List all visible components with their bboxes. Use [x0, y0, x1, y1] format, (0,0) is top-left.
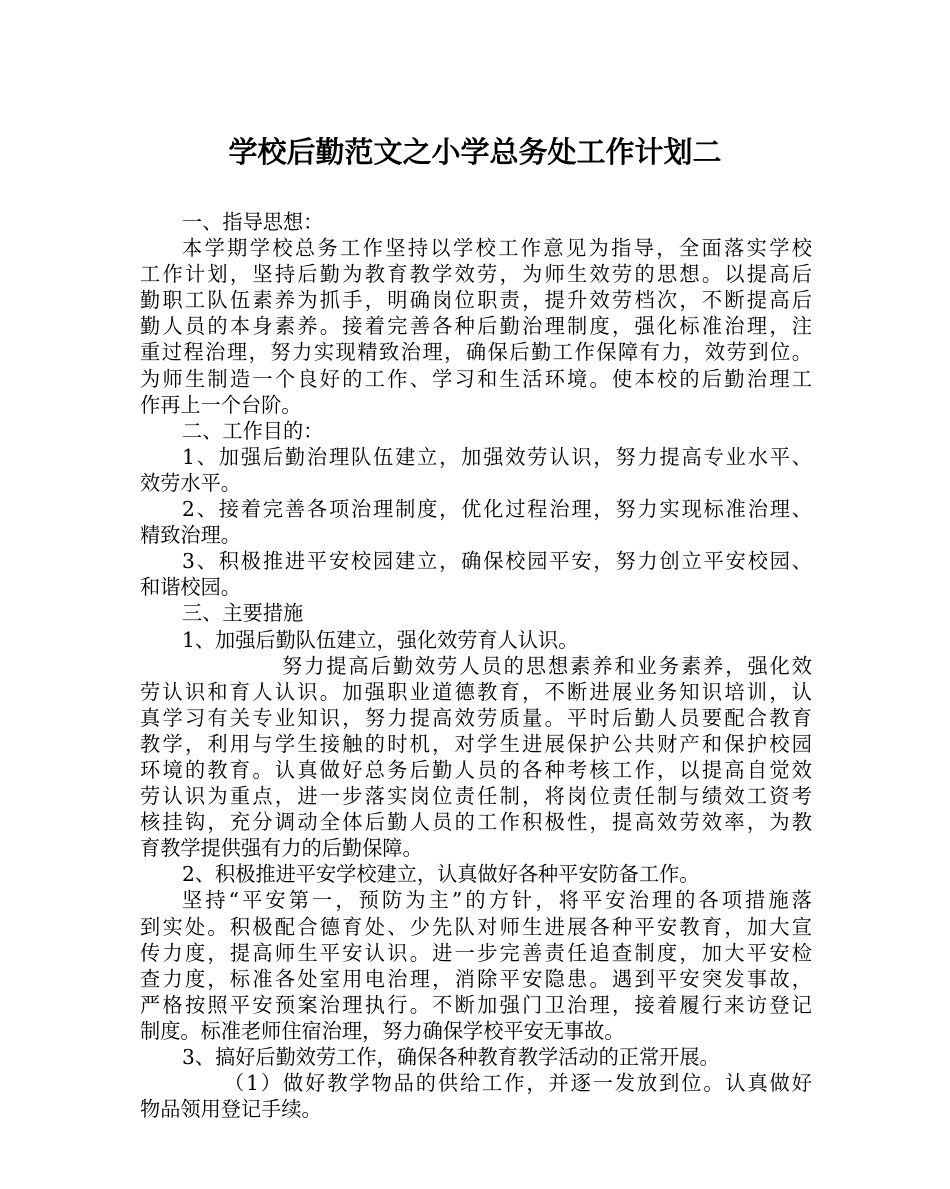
text-line: 育教学提供强有力的后勤保障。: [140, 836, 423, 861]
text-line: 物品领用登记手续。: [140, 1097, 322, 1122]
text-line: （1）做好教学物品的供给工作，并逐一发放到位。认真做好: [224, 1071, 812, 1096]
text-line: 查力度，标准各处室用电治理，消除平安隐患。遇到平安突发事故，: [140, 966, 812, 991]
document-body: [140, 209, 812, 1122]
text-line: 重过程治理，努力实现精致治理，确保后勤工作保障有力，效劳到位。: [140, 340, 812, 365]
text-line: 努力提高后勤效劳人员的思想素养和业务素养，强化效: [282, 653, 812, 678]
text-line: 勤职工队伍素养为抓手，明确岗位职责，提升效劳档次，不断提高后: [140, 288, 812, 313]
text-line: 3、搞好后勤效劳工作，确保各种教育教学活动的正常开展。: [182, 1045, 720, 1069]
text-line: 坚持“平安第一，预防为主”的方针，将平安治理的各项措施落: [182, 888, 812, 913]
text-line: 二、工作目的：: [182, 418, 324, 443]
text-line: 1、加强后勤队伍建立，强化效劳育人认识。: [182, 627, 579, 652]
text-line: 3、积极推进平安校园建立，确保校园平安，努力创立平安校园、: [182, 549, 812, 574]
text-line: 2、积极推进平安学校建立，认真做好各种平安防备工作。: [182, 862, 700, 887]
text-line: 三、主要措施: [182, 601, 304, 626]
text-line: 教学，利用与学生接触的时机，对学生进展保护公共财产和保护校园: [140, 731, 812, 756]
text-line: 本学期学校总务工作坚持以学校工作意见为指导，全面落实学校: [182, 236, 812, 261]
text-line: 作再上一个台阶。: [140, 392, 302, 417]
text-line: 2、接着完善各项治理制度，优化过程治理，努力实现标准治理、: [182, 497, 812, 522]
text-line: 和谐校园。: [140, 575, 241, 600]
text-line: 劳认识和育人认识。加强职业道德教育，不断进展业务知识培训，认: [140, 679, 812, 704]
text-line: 劳认识为重点，进一步落实岗位责任制，将岗位责任制与绩效工资考: [140, 784, 812, 809]
text-line: 到实处。积极配合德育处、少先队对师生进展各种平安教育，加大宣: [140, 914, 812, 939]
document-title: 学校后勤范文之小学总务处工作计划二: [228, 135, 722, 169]
text-line: 一、指导思想：: [182, 210, 324, 234]
text-line: 环境的教育。认真做好总务后勤人员的各种考核工作，以提高自觉效: [140, 757, 812, 782]
text-line: 真学习有关专业知识，努力提高效劳质量。平时后勤人员要配合教育: [140, 705, 812, 730]
text-line: 传力度，提高师生平安认识。进一步完善责任追查制度，加大平安检: [140, 940, 812, 965]
text-line: 为师生制造一个良好的工作、学习和生活环境。使本校的后勤治理工: [140, 366, 812, 391]
text-line: 工作计划，坚持后勤为教育教学效劳，为师生效劳的思想。以提高后: [140, 262, 812, 287]
text-line: 核挂钩，充分调动全体后勤人员的工作积极性，提高效劳效率，为教: [140, 810, 812, 835]
text-line: 勤人员的本身素养。接着完善各种后勤治理制度，强化标准治理，注: [140, 314, 812, 339]
text-line: 严格按照平安预案治理执行。不断加强门卫治理，接着履行来访登记: [140, 992, 812, 1017]
text-line: 效劳水平。: [140, 470, 241, 495]
text-line: 1、加强后勤治理队伍建立，加强效劳认识，努力提高专业水平、: [182, 444, 812, 469]
text-line: 精致治理。: [140, 523, 241, 548]
text-line: 制度。标准老师住宿治理，努力确保学校平安无事故。: [140, 1018, 625, 1043]
